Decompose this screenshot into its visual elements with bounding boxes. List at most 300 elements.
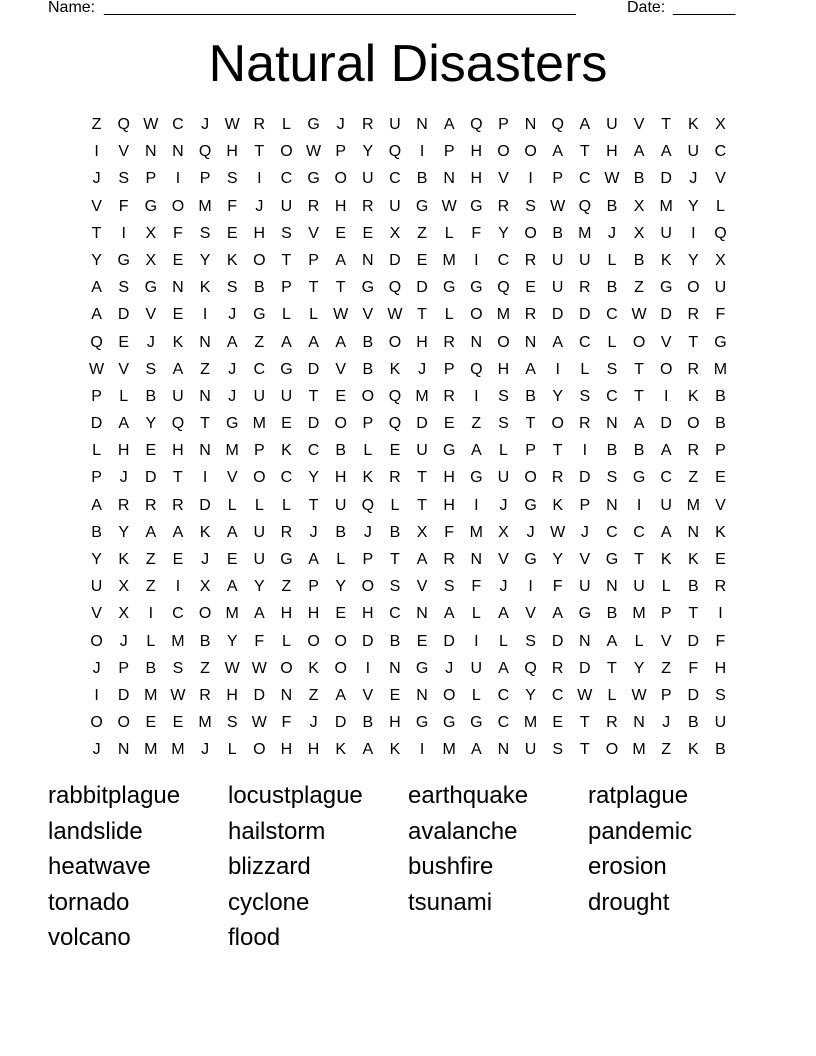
worksheet-header bbox=[48, 0, 748, 19]
grid-letter: I bbox=[691, 224, 696, 242]
grid-letter: L bbox=[227, 741, 237, 759]
grid-letter: L bbox=[607, 686, 617, 704]
grid-letter: N bbox=[172, 143, 184, 161]
grid-letter: T bbox=[579, 714, 590, 732]
grid-letter: X bbox=[389, 224, 401, 242]
grid-letter: N bbox=[687, 523, 700, 541]
grid-letter: Q bbox=[90, 333, 103, 351]
grid-letter: T bbox=[688, 333, 699, 351]
grid-letter: O bbox=[470, 306, 483, 324]
grid-letter: Y bbox=[145, 415, 157, 433]
grid-letter: R bbox=[579, 279, 591, 297]
grid-letter: D bbox=[579, 469, 591, 487]
word-list-item: earthquake bbox=[408, 782, 529, 809]
grid-letter: I bbox=[202, 469, 208, 487]
grid-letter: P bbox=[308, 578, 319, 596]
grid-letter: O bbox=[253, 469, 266, 487]
grid-letter: R bbox=[172, 496, 184, 514]
grid-letter: E bbox=[335, 605, 347, 623]
grid-letter: V bbox=[416, 578, 428, 596]
grid-letter: E bbox=[416, 251, 428, 269]
grid-letter: H bbox=[226, 143, 238, 161]
grid-letter: K bbox=[281, 442, 292, 460]
grid-row bbox=[83, 464, 734, 491]
grid-row bbox=[83, 492, 734, 519]
grid-letter: G bbox=[714, 333, 727, 351]
grid-row bbox=[83, 437, 734, 464]
grid-letter: Y bbox=[335, 578, 347, 596]
grid-letter: A bbox=[172, 360, 184, 378]
grid-letter: N bbox=[443, 170, 455, 188]
grid-letter: U bbox=[606, 116, 618, 133]
grid-letter: G bbox=[280, 551, 293, 568]
word-list-item: tornado bbox=[48, 888, 130, 916]
grid-letter: W bbox=[143, 116, 159, 133]
grid-letter: F bbox=[281, 714, 292, 732]
grid-letter: O bbox=[361, 578, 375, 596]
grid-letter: S bbox=[118, 170, 130, 188]
grid-letter: V bbox=[660, 333, 672, 351]
grid-letter: Y bbox=[687, 251, 699, 269]
grid-letter: W bbox=[631, 686, 647, 704]
grid-letter: Q bbox=[388, 143, 402, 161]
grid-letter: Y bbox=[552, 387, 564, 405]
grid-letter: T bbox=[390, 551, 400, 568]
grid-letter: E bbox=[172, 551, 184, 568]
grid-letter: N bbox=[524, 116, 537, 133]
grid-letter: R bbox=[524, 306, 537, 324]
grid-letter: U bbox=[714, 279, 727, 297]
grid-letter: Q bbox=[388, 415, 402, 433]
grid-letter: G bbox=[524, 496, 537, 514]
grid-letter: O bbox=[497, 333, 510, 351]
grid-letter: F bbox=[118, 197, 129, 215]
grid-letter: J bbox=[526, 523, 535, 541]
grid-row bbox=[83, 628, 734, 655]
grid-letter: E bbox=[552, 714, 564, 732]
grid-letter: L bbox=[715, 197, 725, 215]
grid-letter: P bbox=[91, 387, 102, 405]
grid-letter: Z bbox=[91, 116, 102, 133]
grid-letter: M bbox=[686, 496, 700, 514]
grid-letter: P bbox=[443, 143, 455, 161]
grid-letter: U bbox=[90, 578, 103, 596]
grid-letter: E bbox=[362, 224, 374, 242]
grid-letter: A bbox=[633, 415, 645, 433]
grid-letter: S bbox=[226, 714, 238, 732]
word-list-item: blizzard bbox=[228, 853, 311, 881]
grid-letter: U bbox=[551, 251, 564, 269]
grid-letter: O bbox=[280, 143, 293, 161]
grid-letter: U bbox=[633, 578, 645, 596]
grid-letter: A bbox=[172, 523, 184, 541]
grid-letter: I bbox=[474, 632, 479, 650]
grid-letter: R bbox=[443, 333, 455, 351]
grid-letter: B bbox=[91, 523, 102, 541]
grid-row bbox=[83, 301, 734, 328]
grid-letter: G bbox=[442, 714, 456, 732]
grid-letter: A bbox=[118, 415, 130, 433]
grid-letter: I bbox=[582, 442, 588, 460]
grid-letter: M bbox=[523, 714, 538, 732]
grid-letter: N bbox=[524, 333, 537, 351]
grid-letter: U bbox=[389, 116, 401, 133]
grid-letter: Q bbox=[171, 415, 185, 433]
grid-letter: I bbox=[474, 496, 479, 514]
grid-letter: C bbox=[714, 143, 727, 161]
grid-letter: O bbox=[198, 605, 212, 623]
grid-letter: U bbox=[579, 578, 591, 596]
grid-letter: M bbox=[144, 686, 158, 704]
grid-letter: X bbox=[199, 578, 211, 596]
grid-letter: M bbox=[198, 197, 212, 215]
grid-letter: C bbox=[579, 333, 591, 351]
grid-letter: M bbox=[496, 306, 511, 324]
grid-letter: J bbox=[662, 714, 671, 732]
grid-letter: O bbox=[659, 360, 673, 378]
grid-letter: A bbox=[470, 442, 482, 460]
grid-letter: F bbox=[715, 632, 726, 650]
grid-letter: G bbox=[524, 551, 537, 568]
grid-letter: L bbox=[607, 251, 617, 269]
grid-letter: H bbox=[470, 143, 483, 161]
grid-letter: V bbox=[715, 496, 726, 514]
grid-letter: R bbox=[307, 197, 320, 215]
grid-letter: S bbox=[389, 578, 401, 596]
grid-letter: E bbox=[389, 686, 401, 704]
grid-letter: B bbox=[606, 605, 618, 623]
grid-letter: N bbox=[606, 496, 618, 514]
grid-row bbox=[83, 682, 734, 709]
grid-letter: T bbox=[91, 224, 102, 242]
grid-letter: T bbox=[308, 387, 319, 405]
grid-letter: W bbox=[306, 143, 322, 161]
grid-letter: F bbox=[254, 632, 265, 650]
grid-letter: K bbox=[118, 551, 130, 568]
grid-letter: S bbox=[199, 224, 211, 242]
grid-letter: J bbox=[418, 360, 427, 378]
grid-letter: P bbox=[145, 170, 157, 188]
grid-letter: L bbox=[281, 496, 291, 514]
word-list-item: cyclone bbox=[228, 888, 310, 916]
grid-letter: S bbox=[145, 360, 157, 378]
grid-letter: C bbox=[497, 714, 510, 732]
grid-letter: G bbox=[117, 251, 130, 269]
grid-letter: I bbox=[365, 659, 371, 677]
grid-letter: V bbox=[118, 360, 130, 378]
grid-letter: O bbox=[551, 415, 564, 433]
grid-row bbox=[83, 193, 734, 220]
grid-letter: K bbox=[362, 469, 374, 487]
date-blank-line: _______ bbox=[673, 0, 736, 16]
grid-letter: Z bbox=[688, 469, 699, 487]
grid-letter: J bbox=[499, 578, 508, 596]
grid-letter: H bbox=[606, 143, 618, 161]
grid-letter: G bbox=[442, 279, 456, 297]
grid-letter: O bbox=[605, 741, 619, 759]
grid-letter: P bbox=[715, 442, 726, 460]
grid-letter: K bbox=[308, 659, 319, 677]
grid-letter: B bbox=[416, 170, 428, 188]
grid-letter: R bbox=[389, 469, 401, 487]
grid-letter: N bbox=[117, 741, 130, 759]
grid-letter: S bbox=[226, 279, 238, 297]
grid-letter: K bbox=[226, 251, 238, 269]
grid-letter: V bbox=[498, 551, 509, 568]
grid-letter: Y bbox=[552, 551, 564, 568]
grid-letter: P bbox=[362, 415, 374, 433]
grid-letter: N bbox=[199, 442, 211, 460]
grid-letter: P bbox=[525, 442, 536, 460]
grid-letter: T bbox=[525, 415, 536, 433]
grid-letter: D bbox=[416, 415, 428, 433]
grid-letter: J bbox=[119, 632, 128, 650]
grid-letter: A bbox=[416, 551, 428, 568]
word-list-item: hailstorm bbox=[228, 817, 326, 845]
grid-letter: P bbox=[579, 496, 591, 514]
grid-letter: T bbox=[661, 116, 672, 133]
grid-letter: P bbox=[253, 442, 265, 460]
grid-letter: J bbox=[201, 116, 210, 133]
grid-letter: U bbox=[416, 442, 428, 460]
grid-letter: Z bbox=[281, 578, 292, 596]
grid-letter: J bbox=[607, 224, 616, 242]
grid-letter: O bbox=[253, 251, 266, 269]
grid-letter: V bbox=[91, 197, 102, 215]
grid-letter: C bbox=[280, 469, 293, 487]
grid-letter: L bbox=[92, 442, 102, 460]
grid-letter: X bbox=[498, 523, 509, 541]
grid-letter: H bbox=[470, 170, 483, 188]
grid-letter: D bbox=[90, 415, 103, 433]
grid-row bbox=[83, 356, 734, 383]
grid-letter: L bbox=[363, 442, 373, 460]
grid-letter: I bbox=[94, 143, 99, 161]
grid-letter: B bbox=[715, 741, 726, 759]
grid-letter: B bbox=[606, 279, 618, 297]
grid-letter: I bbox=[257, 170, 262, 188]
grid-letter: A bbox=[308, 551, 319, 568]
grid-letter: A bbox=[91, 306, 102, 324]
grid-letter: A bbox=[443, 605, 455, 623]
grid-letter: I bbox=[419, 143, 425, 161]
grid-letter: V bbox=[91, 605, 102, 623]
grid-letter: J bbox=[146, 333, 155, 351]
grid-letter: U bbox=[280, 387, 293, 405]
grid-letter: C bbox=[172, 605, 184, 623]
grid-letter: A bbox=[552, 605, 564, 623]
grid-letter: B bbox=[687, 714, 699, 732]
grid-letter: W bbox=[251, 659, 267, 677]
grid-letter: C bbox=[307, 442, 320, 460]
grid-letter: P bbox=[660, 686, 672, 704]
grid-letter: T bbox=[579, 741, 590, 759]
grid-letter: G bbox=[470, 197, 483, 215]
grid-letter: Y bbox=[633, 659, 645, 677]
grid-letter: U bbox=[172, 387, 184, 405]
grid-letter: Q bbox=[551, 116, 564, 133]
grid-letter: L bbox=[661, 578, 671, 596]
grid-letter: M bbox=[225, 605, 239, 623]
grid-letter: A bbox=[552, 333, 564, 351]
grid-letter: L bbox=[281, 306, 291, 324]
grid-letter: W bbox=[224, 659, 240, 677]
grid-letter: X bbox=[118, 578, 130, 596]
grid-letter: D bbox=[117, 306, 130, 324]
grid-letter: X bbox=[118, 605, 130, 623]
grid-letter: O bbox=[90, 714, 103, 732]
grid-letter: J bbox=[689, 170, 698, 188]
grid-letter: U bbox=[280, 197, 293, 215]
grid-letter: W bbox=[251, 714, 267, 732]
grid-letter: S bbox=[579, 387, 591, 405]
grid-letter: D bbox=[660, 415, 672, 433]
grid-letter: O bbox=[253, 741, 266, 759]
grid-letter: M bbox=[578, 224, 592, 242]
grid-letter: L bbox=[119, 387, 129, 405]
grid-letter: A bbox=[633, 143, 645, 161]
grid-letter: S bbox=[715, 686, 726, 704]
grid-letter: A bbox=[443, 116, 455, 133]
grid-letter: H bbox=[389, 714, 401, 732]
word-list-item: tsunami bbox=[408, 888, 493, 916]
date-label: Date: bbox=[627, 0, 666, 16]
grid-letter: N bbox=[633, 714, 645, 732]
grid-letter: F bbox=[715, 306, 726, 324]
grid-letter: N bbox=[416, 116, 428, 133]
grid-letter: V bbox=[362, 686, 374, 704]
grid-letter: J bbox=[201, 741, 210, 759]
grid-letter: C bbox=[253, 360, 266, 378]
grid-letter: G bbox=[415, 197, 429, 215]
grid-letter: T bbox=[552, 442, 563, 460]
grid-letter: R bbox=[443, 551, 455, 568]
grid-letter: R bbox=[199, 686, 211, 704]
grid-letter: B bbox=[606, 442, 618, 460]
grid-letter: E bbox=[145, 714, 157, 732]
grid-letter: S bbox=[226, 170, 238, 188]
grid-letter: Y bbox=[525, 686, 536, 704]
grid-letter: K bbox=[389, 360, 401, 378]
grid-letter: U bbox=[497, 469, 510, 487]
grid-letter: K bbox=[687, 741, 699, 759]
grid-letter: N bbox=[606, 415, 618, 433]
grid-letter: I bbox=[175, 170, 181, 188]
grid-letter: T bbox=[417, 306, 427, 324]
grid-letter: Q bbox=[361, 496, 375, 514]
grid-letter: L bbox=[471, 686, 481, 704]
grid-letter: Q bbox=[470, 360, 483, 378]
grid-letter: W bbox=[550, 197, 566, 215]
grid-letter: N bbox=[470, 551, 483, 568]
grid-letter: B bbox=[525, 387, 536, 405]
grid-letter: J bbox=[363, 523, 372, 541]
grid-letter: Q bbox=[388, 387, 402, 405]
grid-letter: G bbox=[144, 197, 158, 215]
grid-letter: D bbox=[660, 170, 672, 188]
grid-letter: J bbox=[255, 197, 264, 215]
grid-letter: Y bbox=[91, 251, 102, 269]
grid-letter: J bbox=[309, 523, 318, 541]
grid-letter: R bbox=[253, 116, 266, 133]
grid-letter: O bbox=[442, 686, 456, 704]
grid-letter: A bbox=[226, 523, 238, 541]
grid-letter: R bbox=[714, 578, 727, 596]
grid-letter: Y bbox=[118, 523, 130, 541]
word-list-item: landslide bbox=[48, 817, 143, 845]
grid-letter: N bbox=[497, 741, 510, 759]
grid-letter: L bbox=[444, 306, 454, 324]
grid-letter: B bbox=[715, 387, 726, 405]
grid-letter: J bbox=[92, 741, 101, 759]
grid-letter: Z bbox=[471, 415, 482, 433]
word-list-item: erosion bbox=[588, 853, 667, 881]
grid-letter: V bbox=[145, 306, 157, 324]
grid-letter: B bbox=[606, 197, 618, 215]
grid-letter: I bbox=[175, 578, 181, 596]
word-list-item: volcano bbox=[48, 924, 131, 952]
grid-letter: O bbox=[524, 224, 537, 242]
grid-letter: R bbox=[606, 714, 618, 732]
grid-letter: U bbox=[714, 714, 727, 732]
grid-letter: L bbox=[254, 496, 264, 514]
grid-letter: N bbox=[172, 279, 184, 297]
grid-letter: K bbox=[552, 496, 564, 514]
grid-letter: Y bbox=[308, 469, 319, 487]
grid-row bbox=[83, 247, 734, 274]
grid-letter: G bbox=[361, 279, 375, 297]
grid-letter: E bbox=[226, 551, 238, 568]
grid-letter: D bbox=[145, 469, 157, 487]
grid-letter: D bbox=[416, 279, 428, 297]
grid-letter: U bbox=[389, 197, 401, 215]
grid-letter: D bbox=[307, 415, 320, 433]
grid-row bbox=[83, 220, 734, 247]
grid-letter: E bbox=[172, 251, 184, 269]
grid-letter: A bbox=[91, 496, 102, 514]
grid-letter: M bbox=[252, 415, 266, 433]
grid-letter: X bbox=[633, 224, 645, 242]
grid-letter: C bbox=[497, 686, 510, 704]
grid-letter: O bbox=[171, 197, 185, 215]
grid-letter: B bbox=[362, 360, 374, 378]
grid-letter: V bbox=[633, 116, 645, 133]
grid-letter: C bbox=[606, 387, 618, 405]
grid-letter: G bbox=[415, 659, 429, 677]
grid-letter: B bbox=[389, 523, 401, 541]
grid-letter: J bbox=[92, 170, 101, 188]
grid-letter: W bbox=[170, 686, 186, 704]
grid-letter: D bbox=[579, 306, 591, 324]
grid-letter: I bbox=[94, 686, 99, 704]
grid-letter: I bbox=[419, 741, 425, 759]
grid-letter: Y bbox=[687, 197, 699, 215]
grid-letter: S bbox=[281, 224, 292, 242]
grid-letter: P bbox=[308, 251, 319, 269]
grid-letter: Q bbox=[714, 224, 727, 242]
grid-letter: G bbox=[470, 714, 483, 732]
grid-letter: J bbox=[499, 496, 508, 514]
grid-letter: O bbox=[388, 333, 402, 351]
grid-letter: A bbox=[498, 605, 509, 623]
grid-letter: H bbox=[443, 496, 455, 514]
grid-letter: N bbox=[199, 333, 211, 351]
grid-row bbox=[83, 519, 734, 546]
grid-letter: A bbox=[606, 632, 618, 650]
grid-letter: K bbox=[660, 551, 672, 568]
grid-letter: A bbox=[335, 686, 347, 704]
grid-letter: V bbox=[335, 360, 347, 378]
